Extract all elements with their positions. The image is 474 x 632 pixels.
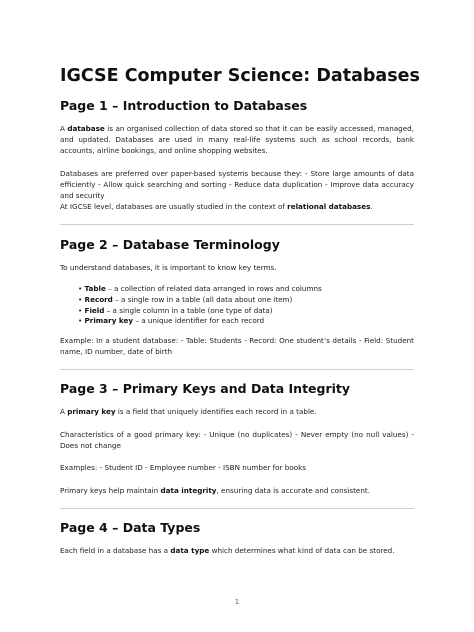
section-3-paragraph-3: Examples: - Student ID - Employee number - ISBN number for books [60,463,307,472]
section-4-paragraph-1: Each field in a database has a data type which determines what kind of data can be stored. [60,546,395,555]
section-divider [60,224,414,225]
section-2-heading: Page 2 – Database Terminology [60,237,280,252]
list-item: • Primary key – a unique identifier for each record [78,316,265,326]
section-1-paragraph-1: A database is an organised collection of data stored so that it can be easily accessed, managed, and updated. Databases are used in many real-life systems such as school records, bank accounts, airline bookings, and online shopping websites. [60,124,415,155]
section-3-heading: Page 3 – Primary Keys and Data Integrity [60,381,351,396]
section-3-paragraph-2: Characteristics of a good primary key: - Unique (no duplicates) - Never empty (no null values) - Does not change [60,430,414,450]
list-item: • Table – a collection of related data arranged in rows and columns [78,284,322,293]
section-2-example: Example: In a student database: - Table: Students - Record: One student’s details - Field: Student name, ID number, date of birth [60,336,414,356]
section-divider [60,369,414,370]
page-number: 1 [234,598,240,606]
section-3-paragraph-4: Primary keys help maintain data integrity, ensuring data is accurate and consistent. [60,486,371,495]
section-1-paragraph-3: At IGCSE level, databases are usually studied in the context of relational databases. [60,202,373,211]
section-1-paragraph-2: Databases are preferred over paper-based systems because they: - Store large amounts of data efficiently - Allow quick searching and sorting - Reduce data duplication - Improve data accuracy and security [60,169,414,200]
terminology-list [78,284,414,327]
list-item: • Record – a single row in a table (all data about one item) [78,294,293,304]
section-4-heading: Page 4 – Data Types [60,520,201,535]
section-2-intro: To understand databases, it is important to know key terms. [60,263,277,272]
section-1-heading: Page 1 – Introduction to Databases [60,98,308,113]
list-item: • Field – a single column in a table (one type of data) [78,305,273,315]
section-3-paragraph-1: A primary key is a field that uniquely identifies each record in a table. [60,407,317,416]
document-title: IGCSE Computer Science: Databases [60,66,420,86]
section-divider [60,508,414,509]
